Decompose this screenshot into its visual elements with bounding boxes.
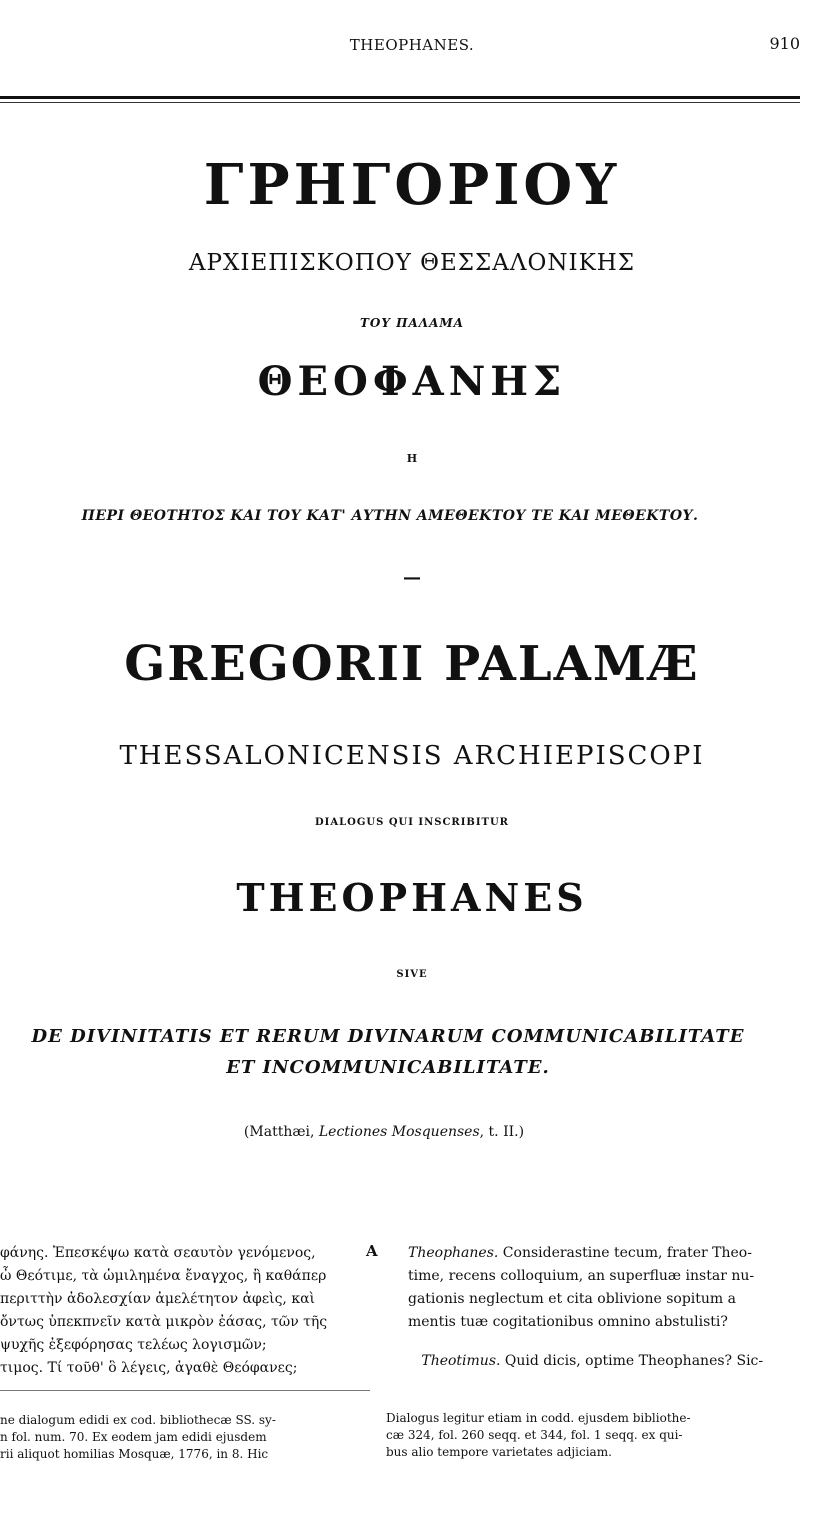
latin-line: mentis tuæ cogitationibus omnino abstulisti? xyxy=(408,1314,728,1330)
latin-subtitle-line2: ET INCOMMUNICABILITATE. xyxy=(226,1057,550,1078)
latin-sive: SIVE xyxy=(396,969,428,980)
page-number: 910 xyxy=(769,34,800,53)
greek-text-column xyxy=(0,1242,380,1380)
footnote-line: cæ 324, fol. 260 seqq. et 344, fol. 1 seqq. ex qui- xyxy=(386,1428,683,1442)
footnote-line: n fol. num. 70. Ex eodem jam edidi ejusdem xyxy=(0,1430,267,1444)
footnote-line: Dialogus legitur etiam in codd. ejusdem bibliothe- xyxy=(386,1411,691,1425)
latin-work-title: THEOPHANES xyxy=(236,875,588,920)
source-citation xyxy=(0,1124,796,1140)
footnote-line: rii aliquot homilias Mosquæ, 1776, in 8. Hic xyxy=(0,1447,269,1461)
greek-line: ψυχῆς ἐξεφόρησας τελέως λογισμῶν; xyxy=(0,1337,267,1353)
section-dash: — xyxy=(403,567,421,588)
source-title: Lectiones Mosquenses xyxy=(318,1124,480,1140)
footnote-rule xyxy=(0,1390,370,1391)
footnote-line: ne dialogum edidi ex cod. bibliothecæ SS. sy- xyxy=(0,1413,276,1427)
latin-dialogus-label: DIALOGUS QUI INSCRIBITUR xyxy=(315,817,509,828)
latin-text-column xyxy=(408,1242,800,1373)
greek-subtitle: ΠΕΡΙ ΘΕΟΤΗΤΟΣ ΚΑΙ ΤΟΥ ΚΑΤ' ΑΥΤΗΝ ΑΜΕΘΕΚΤΟΥ ΤΕ ΚΑΙ ΜΕΘΕΚΤΟΥ. xyxy=(81,508,699,524)
greek-author-family: ΤΟΥ ΠΑΛΑΜΑ xyxy=(360,316,464,330)
header-rule-thin xyxy=(0,102,800,103)
source-suffix: , t. II.) xyxy=(479,1124,525,1140)
latin-subtitle-line1: DE DIVINITATIS ET RERUM DIVINARUM COMMUNICABILITATE xyxy=(31,1026,745,1047)
greek-line: περιττὴν ἀδολεσχίαν ἀμελέτητον ἀφεὶς, καὶ xyxy=(0,1291,316,1307)
header-rule-thick xyxy=(0,96,800,99)
greek-line: ὦ Θεότιμε, τὰ ὡμιλημένα ἔναγχος, ἢ καθάπερ xyxy=(0,1268,327,1284)
greek-line: τιμος. Τί τοῦθ' ὃ λέγεις, ἀγαθὲ Θεόφανες; xyxy=(0,1360,298,1376)
latin-line-text: Quid dicis, optime Theophanes? Sic- xyxy=(504,1353,764,1369)
latin-author-name: GREGORII PALAMÆ xyxy=(124,636,700,692)
greek-work-title: ΘΕΟΦΑΝΗΣ xyxy=(257,358,567,405)
footnote-line: bus alio tempore varietates adjiciam. xyxy=(386,1445,612,1459)
greek-author-office: ΑΡΧΙΕΠΙΣΚΟΠΟΥ ΘΕΣΣΑΛΟΝΙΚΗΣ xyxy=(188,250,636,276)
latin-line-text: Considerastine tecum, frater Theo- xyxy=(502,1245,752,1261)
running-head: THEOPHANES. xyxy=(349,36,475,54)
latin-line xyxy=(408,1242,800,1265)
column-marker: A xyxy=(366,1242,378,1260)
latin-line: time, recens colloquium, an superfluæ instar nu- xyxy=(408,1268,755,1284)
greek-or: Η xyxy=(406,452,418,465)
greek-line: φάνης. Ἐπεσκέψω κατὰ σεαυτὸν γενόμενος, xyxy=(0,1245,316,1261)
latin-author-office: THESSALONICENSIS ARCHIEPISCOPI xyxy=(119,741,705,771)
speaker-label: Theotimus. xyxy=(421,1353,501,1369)
source-prefix: (Matthæi, xyxy=(243,1124,319,1140)
speaker-label: Theophanes. xyxy=(408,1245,499,1261)
greek-line: ὄντως ὑπεκπνεῖν κατὰ μικρὸν ἐάσας, τῶν τῆς xyxy=(0,1314,328,1330)
latin-line: gationis neglectum et cita oblivione sopitum a xyxy=(408,1291,736,1307)
greek-footnote xyxy=(0,1412,380,1463)
latin-line xyxy=(408,1350,800,1373)
greek-author-name: ΓΡΗΓΟΡΙΟΥ xyxy=(203,152,621,218)
latin-footnote xyxy=(386,1410,800,1461)
